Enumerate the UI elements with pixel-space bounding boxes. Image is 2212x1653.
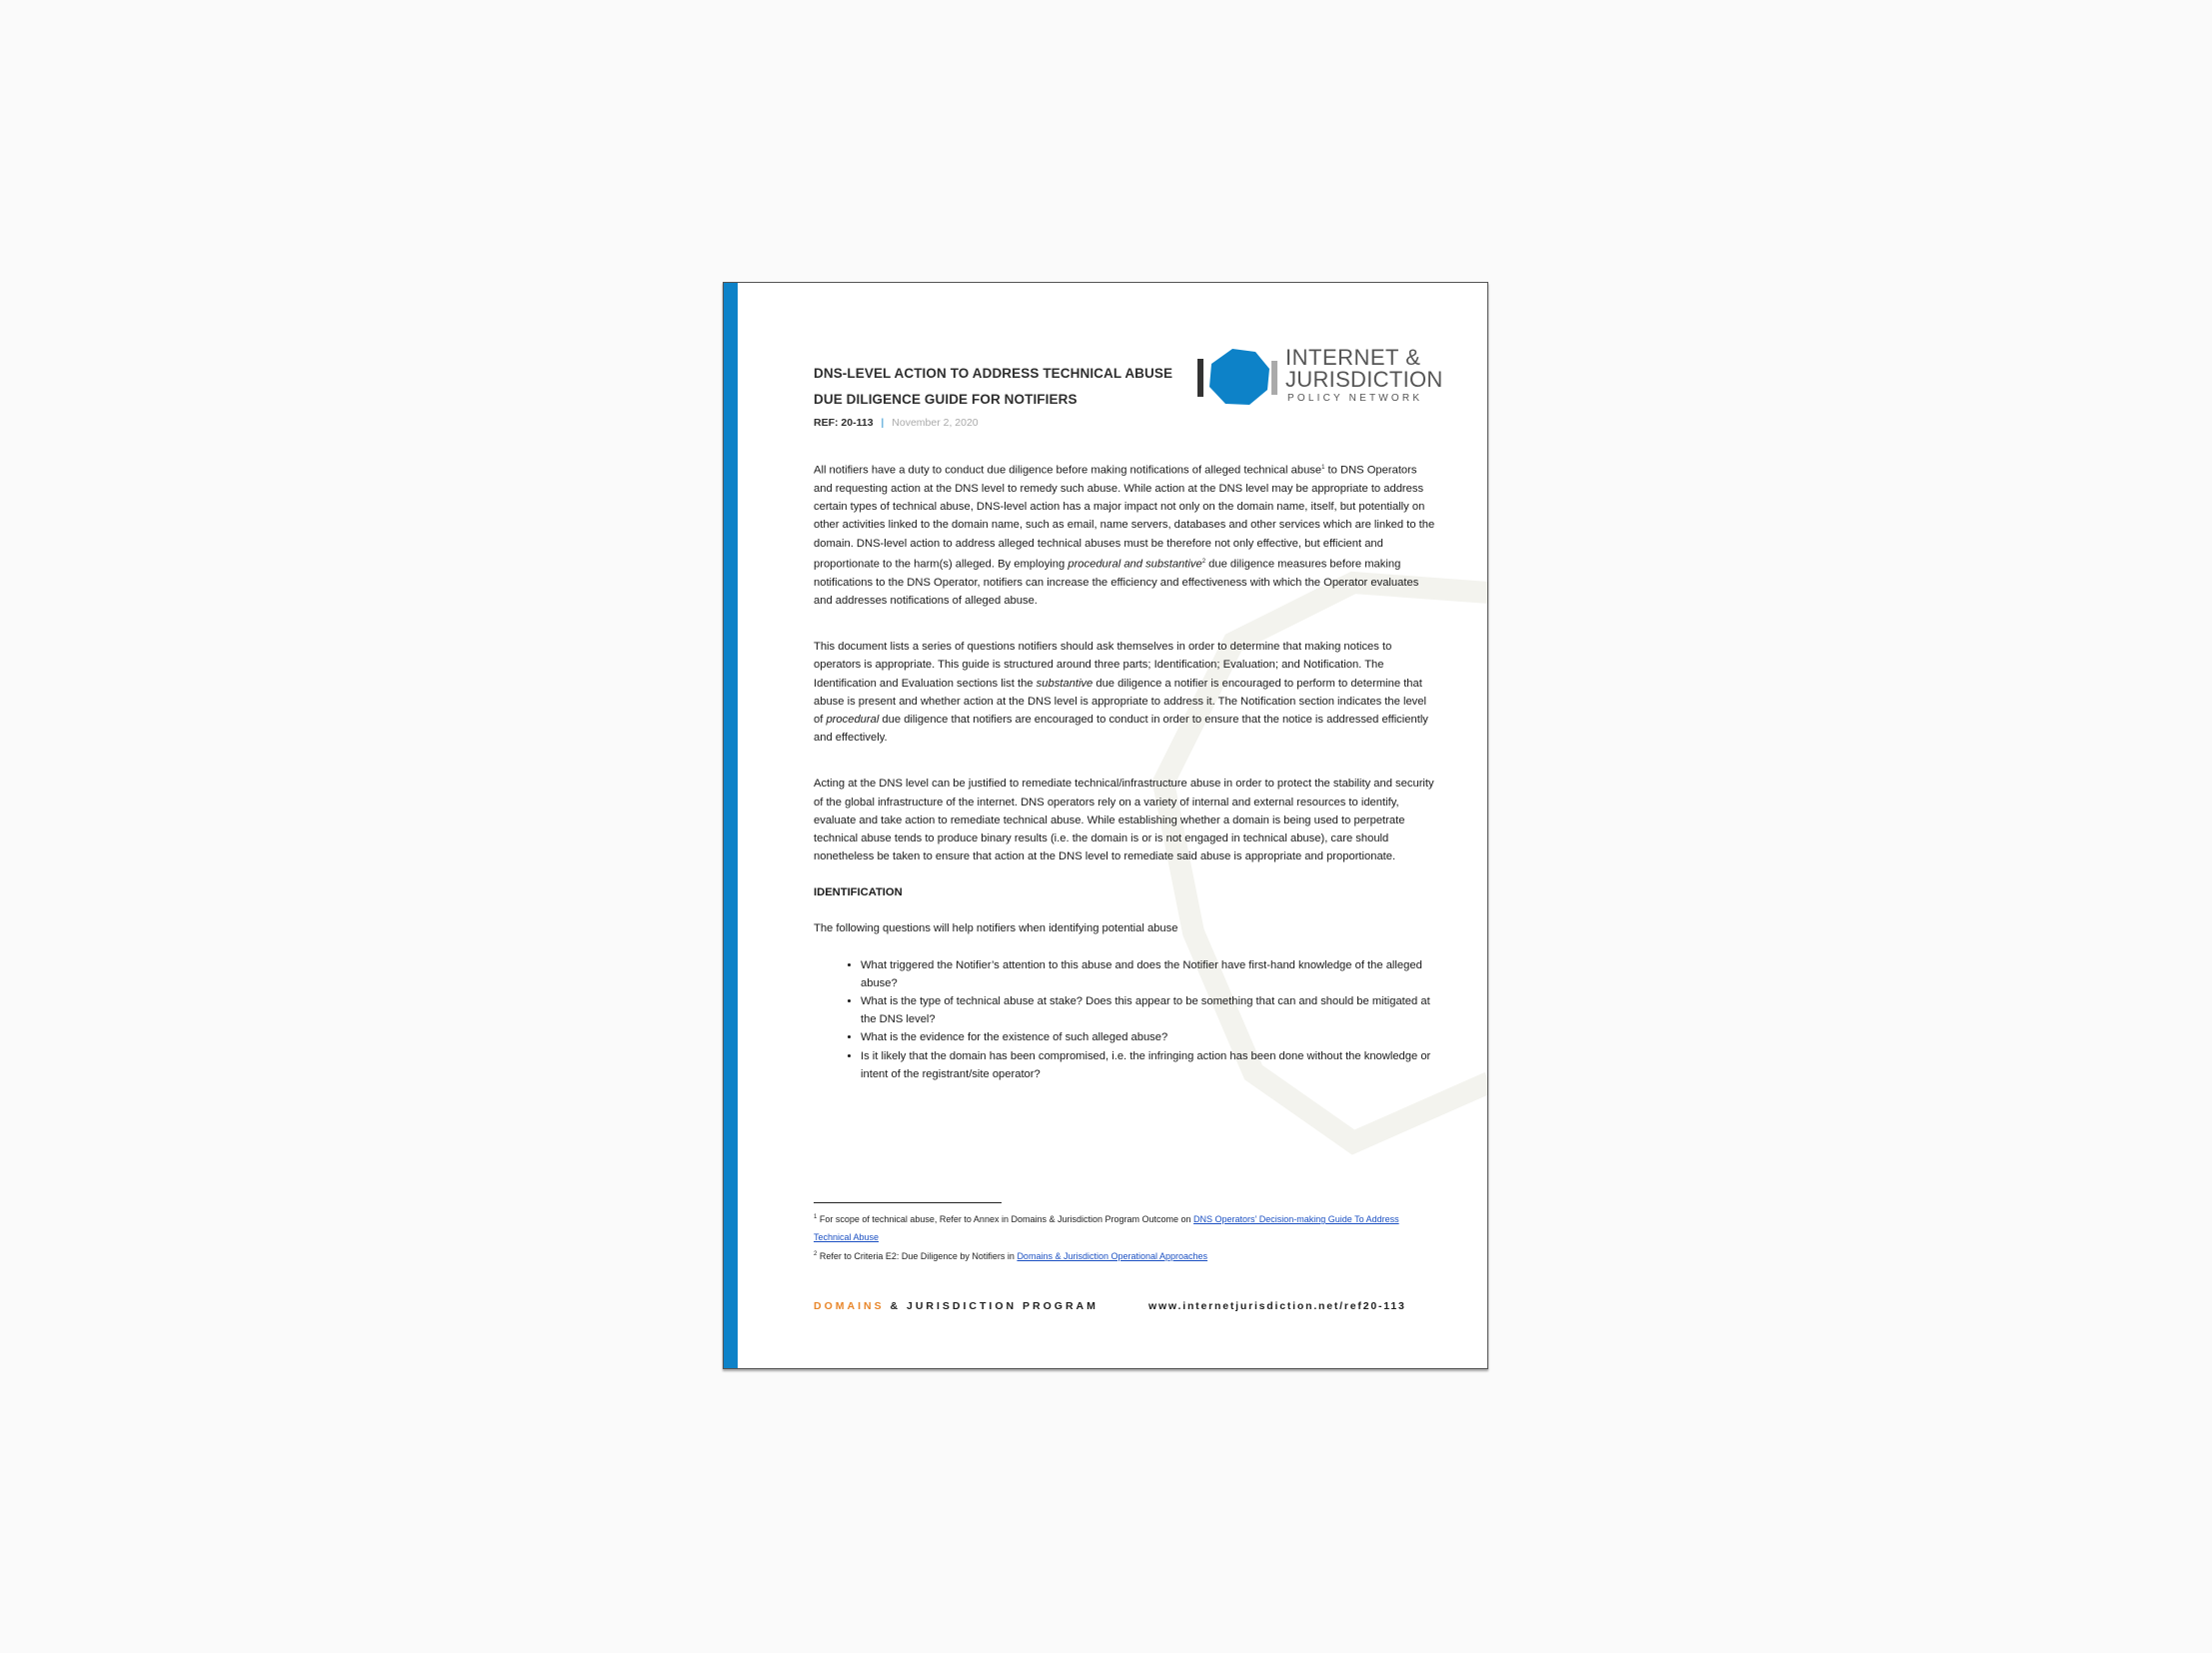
doc-title-line2: DUE DILIGENCE GUIDE FOR NOTIFIERS <box>814 392 1078 407</box>
p2-text-a: This document lists a series of questions notifiers should ask themselves in order to determine that making notices to operators is appropriate. This guide is structured around three parts; Identification; Evaluation; and Notification. The Identification and Evaluation sections list the <box>814 641 1392 690</box>
ref-line <box>814 417 1435 433</box>
p1-text-c: due diligence measures before making notifications to the DNS Operator, notifiers can increase the efficiency and effectiveness with which the Operator evaluates and addresses notifications of alleged abuse. <box>814 558 1419 607</box>
paragraph-1 <box>814 459 1435 610</box>
ref-number: REF: 20-113 <box>814 417 874 429</box>
footnote-1-text: For scope of technical abuse, Refer to Annex in Domains & Jurisdiction Program Outcome on <box>817 1214 1194 1224</box>
p1-italic: procedural and substantive <box>1068 558 1202 571</box>
document-content <box>814 361 1435 1083</box>
doc-title-line1: DNS-LEVEL ACTION TO ADDRESS TECHNICAL ABUSE <box>814 366 1173 381</box>
page-footer <box>814 1300 1435 1316</box>
p2-text-b: due diligence a notifier is encouraged to perform to determine that abuse is present and whether action at the DNS level is appropriate to address it. The Notification section indicates the level of <box>814 677 1426 726</box>
document-page <box>723 282 1488 1369</box>
footnote-2-text: Refer to Criteria E2: Due Diligence by Notifiers in <box>817 1251 1018 1261</box>
list-item: • What is the type of technical abuse at stake? Does this appear to be something that can and should be mitigated at the DNS level? <box>861 992 1435 1028</box>
footnote-1 <box>814 1209 1435 1246</box>
p2-text-c: due diligence that notifiers are encouraged to conduct in order to ensure that the notice is addressed efficiently and effectively. <box>814 713 1428 745</box>
doc-date: November 2, 2020 <box>892 417 979 429</box>
footnote-1-link[interactable]: DNS Operators’ Decision-making Guide To Address Technical Abuse <box>814 1214 1399 1242</box>
footer-program-rest: & JURISDICTION PROGRAM <box>884 1300 1099 1312</box>
footnote-2-link[interactable]: Domains & Jurisdiction Operational Approaches <box>1017 1251 1208 1261</box>
logo-text-jurisdiction: JURISDICTION <box>1285 367 1443 392</box>
p2-italic-2: procedural <box>826 713 880 726</box>
logo-text-policy-network: POLICY NETWORK <box>1287 393 1423 404</box>
list-item: • What is the evidence for the existence of such alleged abuse? <box>861 1028 1435 1046</box>
p1-text-a: All notifiers have a duty to conduct due diligence before making notifications of alleged technical abuse <box>814 464 1322 477</box>
identification-intro: The following questions will help notifiers when identifying potential abuse <box>814 922 1178 935</box>
footnote-ref-2[interactable]: 2 <box>1201 558 1206 565</box>
footnote-ref-1[interactable]: 1 <box>1321 465 1325 471</box>
footnote-2-number: 2 <box>814 1251 818 1257</box>
question-list <box>814 956 1435 1083</box>
logo-text-internet: INTERNET & <box>1285 345 1421 370</box>
footnote-1-number: 1 <box>814 1214 818 1220</box>
list-item: • What triggered the Notifier’s attention to this abuse and does the Notifier have first-hand knowledge of the alleged abuse? <box>861 956 1435 992</box>
section-heading-identification: IDENTIFICATION <box>814 886 903 899</box>
footnote-divider <box>814 1202 1002 1203</box>
ref-separator: | <box>881 417 885 429</box>
p2-italic-1: substantive <box>1036 677 1094 690</box>
list-item: • Is it likely that the domain has been compromised, i.e. the infringing action has been done without the knowledge or intent of the registrant/site operator? <box>861 1047 1435 1083</box>
footer-url[interactable]: www.internetjurisdiction.net/ref20-113 <box>1148 1300 1406 1312</box>
footnotes <box>814 1209 1435 1266</box>
p1-text-b: to DNS Operators and requesting action at the DNS level to remedy such abuse. While action at the DNS level may be appropriate to address certain types of technical abuse, DNS-level action has a major impact not only on the domain name, itself, but potentially on other activities linked to the domain name, such as email, name servers, databases and other services which are linked to the domain. DNS-level action to address alleged technical abuses must be therefore not only effective, but efficient and proportionate to the harm(s) alleged. By employing <box>814 464 1435 571</box>
paragraph-2 <box>814 638 1435 747</box>
footer-program-domains: DOMAINS <box>814 1300 885 1312</box>
paragraph-3: Acting at the DNS level can be justified to remediate technical/infrastructure abuse in order to protect the stability and security of the global infrastructure of the internet. DNS operators rely on a variety of internal and external resources to identify, evaluate and take action to remediate technical abuse. While establishing whether a domain is being used to perpetrate technical abuse tends to produce binary results (i.e. the domain is or is not engaged in technical abuse), care should nonetheless be taken to ensure that action at the DNS level to remediate said abuse is appropriate and proportionate. <box>814 778 1434 863</box>
footnote-2 <box>814 1246 1435 1266</box>
